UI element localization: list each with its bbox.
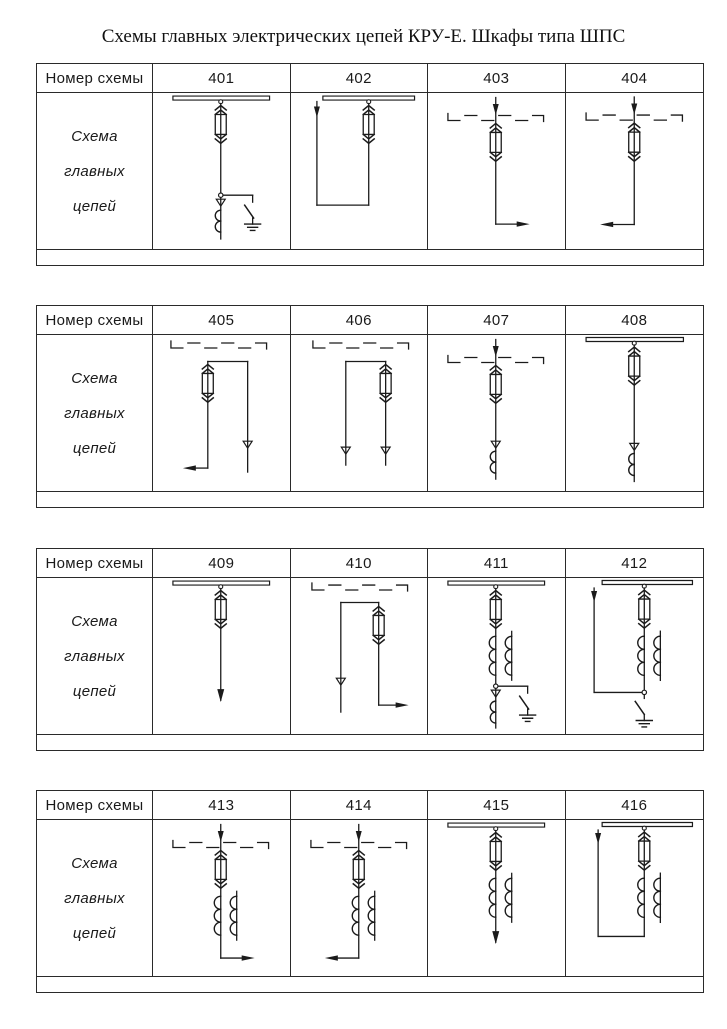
main-row [37, 93, 703, 249]
scheme-label-line-2: главных [64, 889, 125, 907]
scheme-cell-406 [291, 335, 429, 492]
footer-strip [36, 492, 704, 508]
scheme-table-block-4 [36, 790, 704, 993]
scheme-cell-408 [566, 335, 704, 492]
footer-strip [36, 977, 704, 993]
scheme-number-cell-404: 404 [621, 69, 648, 87]
scheme-number-cell-406: 406 [291, 306, 429, 334]
scheme-drawing-401 [153, 93, 290, 250]
scheme-cell-411 [428, 578, 566, 735]
scheme-cell-404 [566, 93, 704, 250]
scheme-cell-407 [428, 335, 566, 492]
main-row [37, 578, 703, 734]
scheme-drawing-408 [566, 335, 704, 492]
scheme-drawing-414 [291, 820, 428, 977]
scheme-cell-413 [153, 820, 291, 977]
scheme-label-cell [37, 93, 153, 250]
scheme-cell-412 [566, 578, 704, 735]
scheme-drawing-404 [566, 93, 704, 250]
scheme-number-cell-402: 402 [291, 64, 429, 92]
scheme-drawing-416 [566, 820, 704, 977]
scheme-cell-401 [153, 93, 291, 250]
scheme-label-line-3: цепей [72, 924, 117, 942]
scheme-number-cell-410: 410 [291, 549, 429, 577]
scheme-cell-402 [291, 93, 429, 250]
scheme-drawing-413 [153, 820, 290, 977]
scheme-label-cell [37, 335, 153, 492]
scheme-cell-405 [153, 335, 291, 492]
scheme-cell-415 [428, 820, 566, 977]
scheme-label-line-2: главных [64, 162, 125, 180]
scheme-number-cell-403: 403 [428, 64, 566, 92]
scheme-label-cell [37, 820, 153, 977]
scheme-number-cell-413: 413 [153, 791, 291, 819]
scheme-number-cell-405: 405 [153, 306, 291, 334]
scheme-number-cell-408: 408 [621, 311, 648, 329]
scheme-label-line-1: Схема [71, 612, 118, 630]
scheme-drawing-411 [428, 578, 565, 735]
scheme-cell-414 [291, 820, 429, 977]
footer-strip [36, 250, 704, 266]
scheme-drawing-412 [566, 578, 704, 735]
scheme-drawing-406 [291, 335, 428, 492]
scheme-table [36, 63, 704, 250]
scheme-drawing-402 [291, 93, 428, 250]
scheme-drawing-410 [291, 578, 428, 735]
scheme-number-cell-411: 411 [428, 549, 566, 577]
scheme-table-block-1 [36, 63, 704, 266]
scheme-label-line-2: главных [64, 404, 125, 422]
header-label-cell: Номер схемы [37, 64, 153, 92]
page-title: Схемы главных электрических цепей КРУ-Е. Шкафы типа ШПС [101, 26, 626, 47]
scheme-number-cell-409: 409 [153, 549, 291, 577]
scheme-number-cell-414: 414 [291, 791, 429, 819]
header-label-cell: Номер схемы [37, 549, 153, 577]
scheme-number-cell-412: 412 [621, 554, 648, 572]
main-row [37, 335, 703, 491]
scheme-number-cell-415: 415 [428, 791, 566, 819]
scheme-number-cell-416: 416 [621, 796, 648, 814]
scheme-label-line-1: Схема [71, 127, 118, 145]
scheme-label-line-3: цепей [72, 439, 117, 457]
scheme-cell-409 [153, 578, 291, 735]
header-row [37, 549, 703, 578]
footer-strip [36, 735, 704, 751]
header-label-cell: Номер схемы [37, 791, 153, 819]
scheme-cell-416 [566, 820, 704, 977]
scheme-number-cell-401: 401 [153, 64, 291, 92]
scheme-number-cell-407: 407 [428, 306, 566, 334]
scheme-drawing-407 [428, 335, 565, 492]
scheme-table-block-2 [36, 305, 704, 508]
scheme-label-line-3: цепей [72, 197, 117, 215]
header-label-cell: Номер схемы [37, 306, 153, 334]
header-row [37, 791, 703, 820]
scheme-cell-410 [291, 578, 429, 735]
scheme-table-block-3 [36, 548, 704, 751]
scheme-drawing-405 [153, 335, 290, 492]
scheme-label-line-1: Схема [71, 854, 118, 872]
header-row [37, 64, 703, 93]
scheme-table [36, 305, 704, 492]
scheme-drawing-415 [428, 820, 565, 977]
scheme-label-line-3: цепей [72, 682, 117, 700]
scheme-label-cell [37, 578, 153, 735]
scheme-cell-403 [428, 93, 566, 250]
header-row [37, 306, 703, 335]
scheme-table [36, 790, 704, 977]
scheme-drawing-409 [153, 578, 290, 735]
main-row [37, 820, 703, 976]
scheme-label-line-2: главных [64, 647, 125, 665]
scheme-drawing-403 [428, 93, 565, 250]
scheme-label-line-1: Схема [71, 369, 118, 387]
scheme-table [36, 548, 704, 735]
